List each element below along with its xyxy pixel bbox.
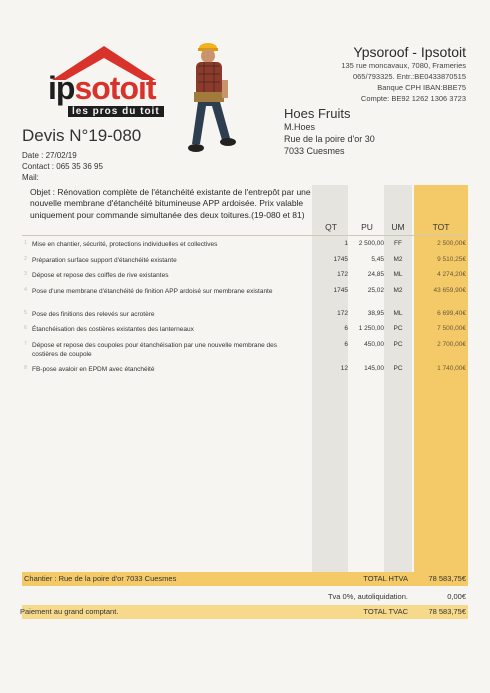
tvac-label: TOTAL TVAC <box>363 607 408 616</box>
tva-label: Tva 0%, autoliquidation. <box>327 592 408 601</box>
quote-mail: Mail: <box>22 173 39 182</box>
header-pu: PU <box>361 222 373 232</box>
client-street: Rue de la poire d'or 30 <box>284 134 375 144</box>
quote-contact: Contact : 065 35 36 95 <box>22 162 103 171</box>
logo-tagline: les pros du toit <box>68 106 164 117</box>
header-tot: TOT <box>432 222 450 232</box>
header-um: UM <box>391 222 405 232</box>
htva-label: TOTAL HTVA <box>363 574 408 583</box>
client-name: Hoes Fruits <box>284 106 351 121</box>
company-name: Ypsoroof - Ipsotoit <box>353 44 466 60</box>
client-city: 7033 Cuesmes <box>284 146 345 156</box>
quote-object: Objet : Rénovation complète de l'étanchéité existante de l'entrepôt par une nouvelle membrane d'étanchéité bitumineuse APP ardoisée. Prix valable uniquement pour commande simultanée des deux toitures.(19-080 et 81) <box>30 187 311 220</box>
company-account: Compte: BE92 1262 1306 3723 <box>360 94 466 103</box>
total-tvac-row <box>22 605 468 619</box>
htva-value: 78 583,75€ <box>428 574 466 583</box>
company-bank: Banque CPH IBAN:BBE75 <box>377 83 466 92</box>
total-htva-row <box>22 572 468 586</box>
header-qt: QT <box>325 222 337 232</box>
quote-title: Devis N°19-080 <box>22 126 142 145</box>
worker-illustration <box>186 40 238 164</box>
quote-table: Objet : Rénovation complète de l'étanchéité existante de l'entrepôt par une nouvelle membrane d'étanchéité bitumineuse APP ardoisée. Prix valable uniquement pour commande simultanée des deux toitures.(19-080 et 81) QT PU UM TOT 1 Mise en chantier, sécurité, protections individuelles et collectives 1 2 500,00 FF 2 500,00€ 2 Préparation surface support d'étanchéité existante 1745 5,45 M2 9 510,25€ 3 Dépose et repose des coiffes de rive existantes 172 24,85 ML 4 274,20€ 4 Pose d'une membrane d'étanchéité de finition APP ardoisé sur membrane existante 1745 25,02 M2 43 659,90€ 5 Pose des finitions des relevés sur acrotère 172 38,95 ML 6 699,40€ 6 Étanchéisation des costières existantes des lanterneaux 6 1 250,00 PC 7 500,00€ 7 Dépose et repose des coupoles pour étanchéisation par une nouvelle membrane des costières de coupole 6 450,00 PC 2 700,00€ 8 FB-pose avaloir en EPDM avec étanchéité 12 145,00 PC 1 740,00€ <box>22 185 468 625</box>
company-address: 135 rue moncavaux, 7080, Frameries <box>341 61 466 70</box>
tva-row <box>22 590 468 604</box>
client-info <box>284 106 375 157</box>
company-info <box>341 44 466 104</box>
company-logo <box>40 46 190 116</box>
quote-meta <box>22 150 103 183</box>
company-phone: 065/793325. Entr.:BE0433870515 <box>352 72 466 81</box>
tvac-value: 78 583,75€ <box>428 607 466 616</box>
client-contact: M.Hoes <box>284 122 316 132</box>
logo-wordmark: ipsotoit <box>48 70 156 106</box>
payment-terms: Paiement au grand comptant. <box>20 607 119 616</box>
quote-date: Date : 27/02/19 <box>22 151 77 160</box>
tva-value: 0,00€ <box>447 592 466 601</box>
site-address: Chantier : Rue de la poire d'or 7033 Cuesmes <box>24 574 177 583</box>
